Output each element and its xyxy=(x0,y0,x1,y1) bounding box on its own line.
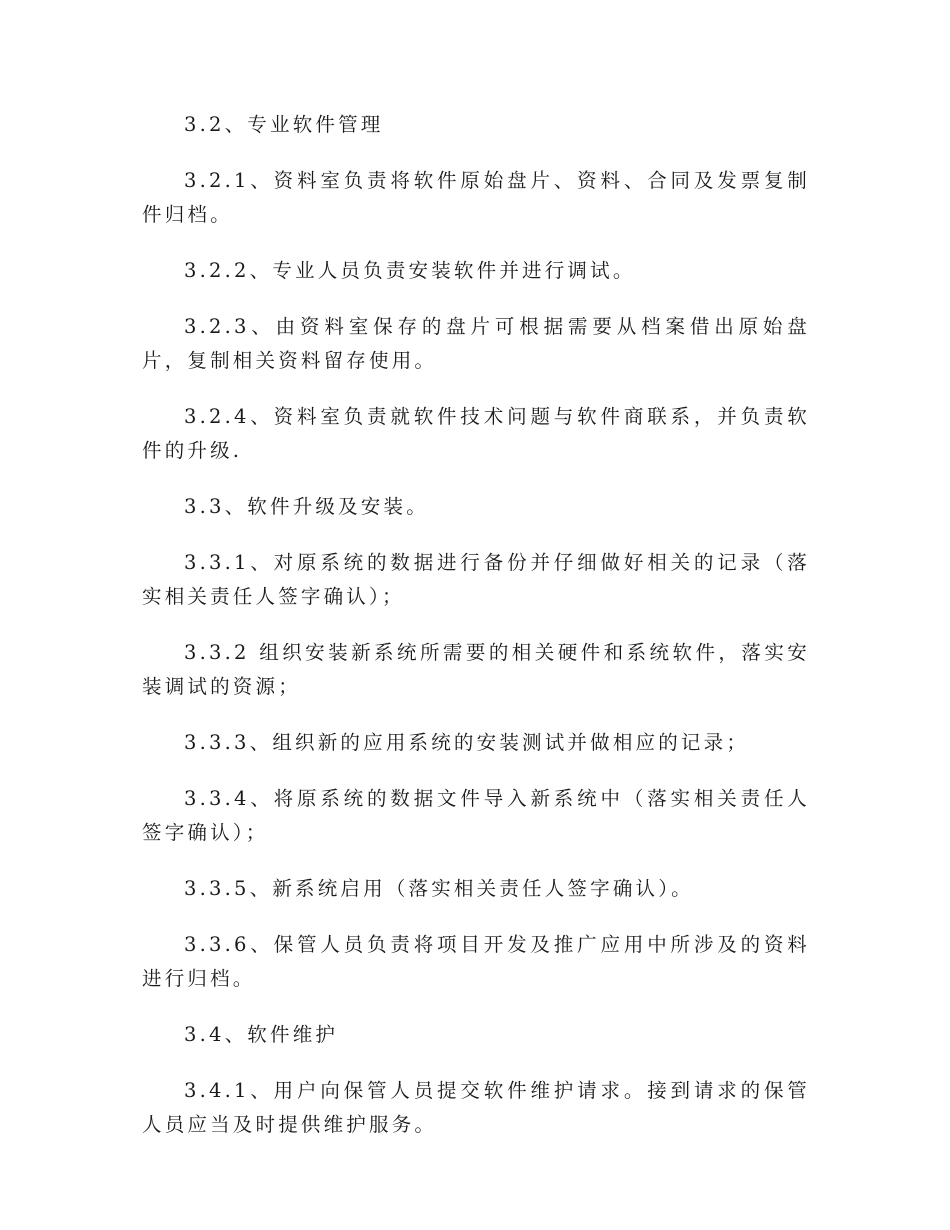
heading-3-3: 3.3、软件升级及安装。 xyxy=(184,495,429,518)
paragraph-3-3-3: 3.3.3、组织新的应用系统的安装测试并做相应的记录； xyxy=(184,731,750,754)
paragraph-3-3-4: 3.3.4、将原系统的数据文件导入新系统中（落实相关责任人签字确认）； xyxy=(142,787,810,844)
paragraph-3-3-1: 3.3.1、对原系统的数据进行备份并仔细做好相关的记录（落实相关责任人签字确认）； xyxy=(142,551,810,608)
paragraph-3-2-4: 3.2.4、资料室负责就软件技术问题与软件商联系，并负责软件的升级. xyxy=(142,405,810,462)
heading-3-2: 3.2、专业软件管理 xyxy=(184,113,384,136)
paragraph-3-3-2: 3.3.2 组织安装新系统所需要的相关硬件和系统软件，落实安装调试的资源； xyxy=(142,641,810,698)
paragraph-3-4-1: 3.4.1、用户向保管人员提交软件维护请求。接到请求的保管人员应当及时提供维护服务。 xyxy=(142,1079,810,1136)
paragraph-3-3-6: 3.3.6、保管人员负责将项目开发及推广应用中所涉及的资料进行归档。 xyxy=(142,933,810,990)
paragraph-3-2-3: 3.2.3、由资料室保存的盘片可根据需要从档案借出原始盘片，复制相关资料留存使用。 xyxy=(142,315,810,372)
document-body xyxy=(142,108,810,1164)
paragraph-3-3-5: 3.3.5、新系统启用（落实相关责任人签字确认）。 xyxy=(184,877,694,900)
paragraph-3-2-1: 3.2.1、资料室负责将软件原始盘片、资料、合同及发票复制件归档。 xyxy=(142,169,810,226)
heading-3-4: 3.4、软件维护 xyxy=(184,1023,339,1046)
paragraph-3-2-2: 3.2.2、专业人员负责安装软件并进行调试。 xyxy=(184,259,636,282)
